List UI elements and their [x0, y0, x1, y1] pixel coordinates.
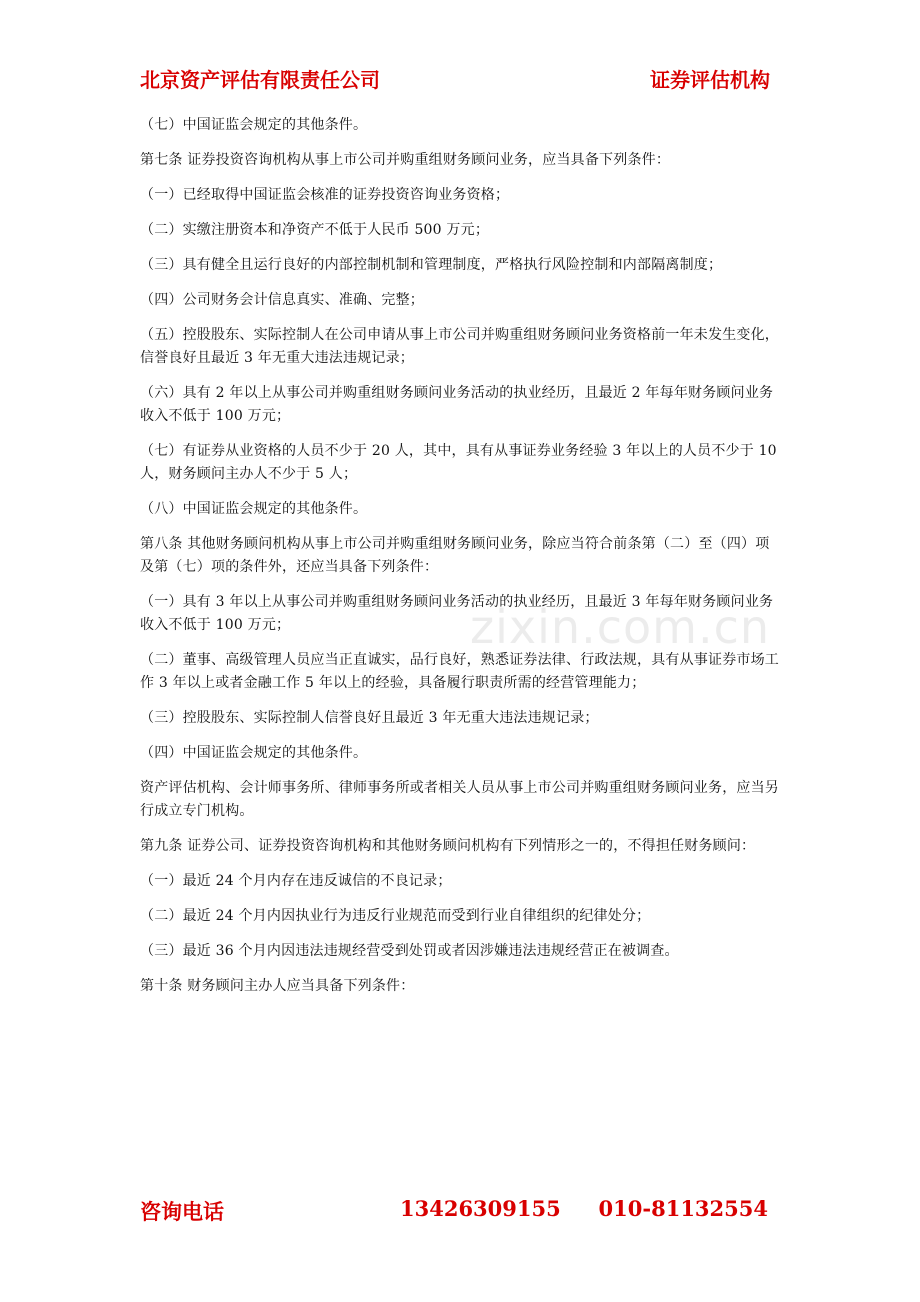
phone-number-landline: 010-81132554 [598, 1196, 768, 1221]
paragraph: （二）董事、高级管理人员应当正直诚实，品行良好，熟悉证券法律、行政法规，具有从事证券市场工作 3 年以上或者金融工作 5 年以上的经验，具备履行职责所需的经营管理能力； [140, 652, 779, 691]
page-header [140, 64, 770, 96]
paragraph: （三）具有健全且运行良好的内部控制机制和管理制度，严格执行风险控制和内部隔离制度； [140, 257, 723, 273]
paragraph: （二）实缴注册资本和净资产不低于人民币 500 万元； [140, 222, 490, 238]
page-footer [140, 1196, 770, 1228]
paragraph: 第九条 证券公司、证券投资咨询机构和其他财务顾问机构有下列情形之一的，不得担任财务顾问： [140, 838, 756, 854]
paragraph: 第七条 证券投资咨询机构从事上市公司并购重组财务顾问业务，应当具备下列条件： [140, 152, 671, 168]
company-name: 北京资产评估有限责任公司 [140, 68, 380, 92]
header-tag: 证券评估机构 [650, 68, 770, 92]
paragraph: （七）中国证监会规定的其他条件。 [140, 117, 368, 133]
paragraph: （三）控股股东、实际控制人信誉良好且最近 3 年无重大违法违规记录； [140, 710, 599, 726]
paragraph: （四）中国证监会规定的其他条件。 [140, 745, 368, 761]
paragraph: （一）已经取得中国证监会核准的证券投资咨询业务资格； [140, 187, 510, 203]
paragraph: （二）最近 24 个月内因执业行为违反行业规范而受到行业自律组织的纪律处分； [140, 908, 651, 924]
document-body [140, 114, 782, 1010]
paragraph: 资产评估机构、会计师事务所、律师事务所或者相关人员从事上市公司并购重组财务顾问业务，应当另行成立专门机构。 [140, 780, 779, 819]
watermark-text: zixin.com.cn [470, 600, 771, 654]
paragraph: （一）最近 24 个月内存在违反诚信的不良记录； [140, 873, 452, 889]
paragraph: 第八条 其他财务顾问机构从事上市公司并购重组财务顾问业务，除应当符合前条第（二）至（四）项及第（七）项的条件外，还应当具备下列条件： [140, 536, 770, 575]
paragraph: （三）最近 36 个月内因违法违规经营受到处罚或者因涉嫌违法违规经营正在被调查。 [140, 943, 679, 959]
paragraph: （五）控股股东、实际控制人在公司申请从事上市公司并购重组财务顾问业务资格前一年未发生变化，信誉良好且最近 3 年无重大违法违规记录； [140, 327, 779, 366]
paragraph: （一）具有 3 年以上从事公司并购重组财务顾问业务活动的执业经历，且最近 3 年每年财务顾问业务收入不低于 100 万元； [140, 594, 774, 633]
paragraph: （四）公司财务会计信息真实、准确、完整； [140, 292, 424, 308]
paragraph: 第十条 财务顾问主办人应当具备下列条件： [140, 978, 415, 994]
paragraph: （八）中国证监会规定的其他条件。 [140, 501, 368, 517]
phone-number-mobile: 13426309155 [400, 1196, 561, 1221]
paragraph: （七）有证券从业资格的人员不少于 20 人，其中，具有从事证券业务经验 3 年以上的人员不少于 10 人，财务顾问主办人不少于 5 人； [140, 443, 777, 482]
paragraph: （六）具有 2 年以上从事公司并购重组财务顾问业务活动的执业经历，且最近 2 年每年财务顾问业务收入不低于 100 万元； [140, 385, 774, 424]
hotline-label: 咨询电话 [140, 1200, 224, 1224]
